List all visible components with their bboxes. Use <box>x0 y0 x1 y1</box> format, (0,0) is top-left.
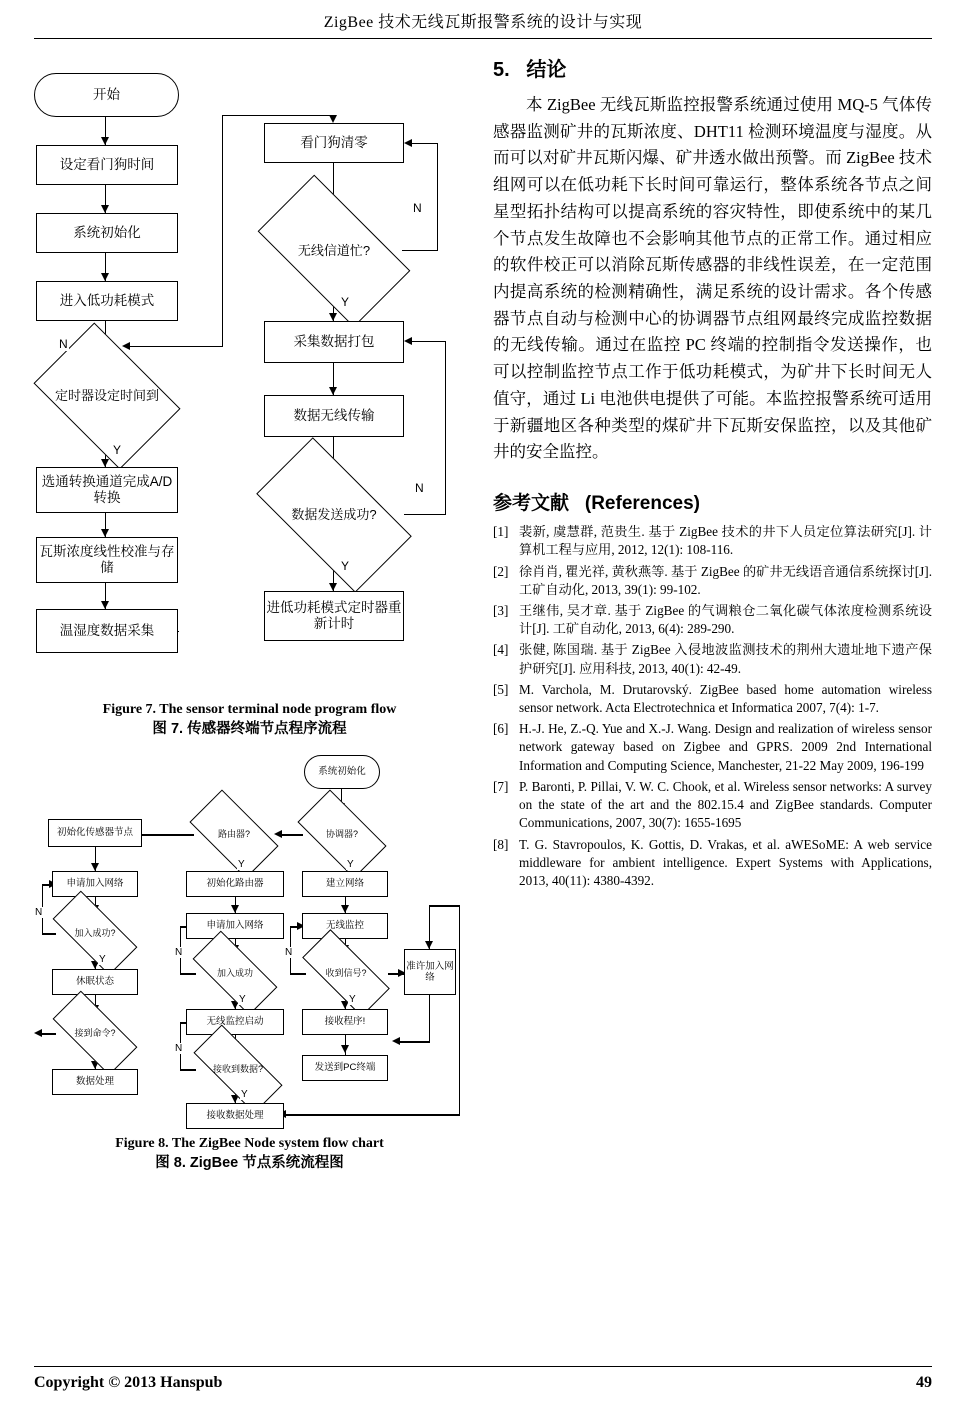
fc8-node-apply-join-1: 申请加入网络 <box>52 871 138 897</box>
fc8-node-recv-data-proc: 接收数据处理 <box>186 1103 284 1129</box>
references-title-en: (References) <box>584 493 700 515</box>
fc8-decision-join-ok-2 <box>195 953 275 993</box>
reference-item <box>493 602 932 638</box>
fc8-line <box>180 1069 196 1070</box>
fc8-label-y: Y <box>347 859 354 871</box>
fc7-line <box>404 514 446 515</box>
fc7-line <box>437 143 438 251</box>
fc7-node-low-power-restart: 进低功耗模式定时器重新计时 <box>264 591 404 641</box>
reference-number: [2] <box>493 563 509 579</box>
fc8-decision-label: 路由器? <box>217 828 250 839</box>
running-head: ZigBee 技术无线瓦斯报警系统的设计与实现 <box>323 14 643 31</box>
fc8-node-sys-init: 系统初始化 <box>304 755 380 789</box>
fc8-arrow <box>231 905 239 913</box>
conclusion-paragraph: 本 ZigBee 无线瓦斯监控报警系统通过使用 MQ-5 气体传感器监测矿井的瓦斯浓度、DHT11 检测环境温度与湿度。从而可以对矿井瓦斯闪爆、矿井透水做出预警。而 ZigBee 技术组网可以在低功耗下长时间可靠运行，整体系统各节点之间星型拓扑结构可以提高系统的容灾特性，即使系统中的某几个节点发生故障也不会影响其他节点的正常工作。通过相应的软件校正可以消除瓦斯传感器的非线性误差，在一定范围内提高系统的检测精确性，满足系统的设计需求。各个传感器节点自动与检测中心的协调器节点组网最终完成监控数据的无线传输。通过在监控 PC 终端的控制指令发送操作，也可以控制监控节点工作于低功耗模式，为矿井下长时间无人值守，通过 Li 电池供电提供了可能。本监控报警系统可适用于新疆地区各种类型的煤矿井下瓦斯安保监控，以及其他矿井的安全监控。 <box>493 95 932 462</box>
reference-item <box>493 778 932 833</box>
fc7-label-n2: N <box>413 201 422 215</box>
fc8-label-y: Y <box>238 859 245 871</box>
fc7-label-n3: N <box>415 481 424 495</box>
figure-7-caption-cn: 图 7. 传感器终端节点程序流程 <box>152 720 347 737</box>
fc8-decision-cmd <box>55 1013 135 1053</box>
fc8-node-build-net: 建立网络 <box>302 871 388 897</box>
fc8-line <box>459 905 460 1115</box>
reference-text: H.-J. He, Z.-Q. Yue and X.-J. Wang. Design and realization of wireless sensor network gateway based on Zigbee and GPRS. 2009 2nd International Information and Computing Science, Manchester, 21-22 May 2009, 196-199 <box>519 721 932 773</box>
fc7-arrow <box>122 342 130 350</box>
reference-item <box>493 720 932 775</box>
references-list <box>493 523 932 890</box>
fc8-decision-label: 加入成功? <box>74 927 116 938</box>
fc8-line <box>42 933 56 934</box>
page-footer <box>34 1374 932 1392</box>
fc7-decision-label: 数据发送成功? <box>291 506 377 522</box>
fc7-node-collect-th: 温湿度数据采集 <box>36 609 178 653</box>
reference-item <box>493 641 932 677</box>
copyright-text: Copyright © 2013 Hanspub <box>34 1374 223 1391</box>
references-title-cn: 参考文献 <box>493 493 570 515</box>
fc8-node-init-sensor: 初始化传感器节点 <box>48 819 142 847</box>
fc7-line <box>222 115 223 347</box>
fc8-node-apply-join-2: 申请加入网络 <box>186 913 284 939</box>
reference-item <box>493 563 932 599</box>
left-column <box>34 51 465 1174</box>
fc7-node-pack-data: 采集数据打包 <box>264 321 404 363</box>
conclusion-number: 5. <box>493 59 510 81</box>
fc8-label-n: N <box>175 1043 183 1055</box>
fc8-arrow <box>341 905 349 913</box>
fc8-label-y: Y <box>349 994 356 1006</box>
right-column <box>493 51 932 1174</box>
fc7-node-watchdog-clear: 看门狗清零 <box>264 123 404 163</box>
fc7-label-y3: Y <box>341 559 350 573</box>
fc7-label-y2: Y <box>341 295 350 309</box>
fc7-label-n1: N <box>59 337 68 351</box>
fc8-node-mon-start: 无线监控启动 <box>186 1009 284 1035</box>
figure-7-caption-en: Figure 7. The sensor terminal node program flow <box>102 702 397 717</box>
reference-number: [1] <box>493 524 509 540</box>
reference-text: 王继伟, 吴才章. 基于 ZigBee 的气调粮仓二氧化碳气体浓度检测系统设计[J]. 工矿自动化, 2013, 6(4): 289-290. <box>519 602 932 637</box>
fc8-decision-signal <box>304 953 388 993</box>
fc8-label-y: Y <box>99 954 106 966</box>
fc7-arrow <box>101 273 109 281</box>
conclusion-heading <box>493 53 932 82</box>
figure-8-caption-en: Figure 8. The ZigBee Node system flow chart <box>115 1136 384 1152</box>
fc7-line <box>445 341 446 515</box>
fc7-line <box>412 143 438 144</box>
fc7-decision-timer-due <box>46 353 168 439</box>
fc7-line <box>402 250 438 251</box>
reference-text: 徐肖肖, 瞿光祥, 黄秋燕等. 基于 ZigBee 的矿井无线语音通信系统探讨[J]. 工矿自动化, 2013, 39(1): 99-102. <box>519 563 932 597</box>
fc8-label-y: Y <box>239 994 246 1006</box>
fc8-node-send-pc: 发送到PC终端 <box>302 1055 388 1081</box>
fc8-decision-label: 协调器? <box>325 828 358 839</box>
reference-number: [7] <box>493 778 509 794</box>
fc7-node-set-watchdog: 设定看门狗时间 <box>36 145 178 185</box>
reference-number: [6] <box>493 721 509 737</box>
fc7-node-start: 开始 <box>34 73 179 117</box>
references-heading <box>493 488 932 515</box>
two-column-body <box>34 51 932 1174</box>
fc8-arrow <box>425 941 433 949</box>
fc8-line <box>429 995 430 1041</box>
fc8-label-n: N <box>285 947 293 959</box>
figure-7-flowchart <box>34 51 465 711</box>
fc7-arrow <box>101 137 109 145</box>
reference-text: 裴新, 虞慧群, 范贵生. 基于 ZigBee 技术的井下人员定位算法研究[J]. 计算机工程与应用, 2012, 12(1): 108-116. <box>519 524 932 558</box>
fc7-node-ad-convert: 选通转换通道完成A/D转换 <box>36 467 178 513</box>
reference-number: [5] <box>493 681 509 697</box>
fc8-decision-label: 收到信号? <box>325 967 367 978</box>
fc8-line <box>429 905 460 906</box>
fc7-line <box>129 346 223 347</box>
reference-number: [8] <box>493 836 509 852</box>
fc7-arrow <box>101 601 109 609</box>
fc7-node-wireless-tx: 数据无线传输 <box>264 395 404 437</box>
fc7-decision-channel-busy <box>266 211 402 291</box>
fc8-line <box>281 834 303 835</box>
fc7-arrow <box>101 459 109 467</box>
fc8-decision-join-ok <box>55 913 135 953</box>
fc8-label-y: Y <box>241 1089 248 1101</box>
fc7-node-low-power: 进入低功耗模式 <box>36 281 178 321</box>
fc7-arrow <box>404 139 412 147</box>
fc8-decision-label: 接收到数据? <box>212 1063 263 1074</box>
figure-8-caption-cn: 图 8. ZigBee 节点系统流程图 <box>155 1155 344 1172</box>
header-rule <box>34 38 932 39</box>
fc8-node-recv-program: 接收程序! <box>302 1009 388 1035</box>
fc7-arrow <box>329 387 337 395</box>
fc7-decision-label: 定时器设定时间到 <box>54 387 159 403</box>
fc8-node-allow-join: 准许加入网络 <box>404 949 456 995</box>
fc8-node-wireless-mon: 无线监控 <box>302 913 388 939</box>
fc7-arrow <box>404 337 412 345</box>
fc8-arrow <box>392 1037 400 1045</box>
fc7-arrow <box>329 115 337 123</box>
fc7-node-sys-init: 系统初始化 <box>36 213 178 253</box>
fc7-line <box>178 631 179 632</box>
fc8-decision-router <box>194 811 274 857</box>
fc7-node-calibrate: 瓦斯浓度线性校准与存储 <box>36 537 178 583</box>
reference-text: M. Varchola, M. Drutarovský. ZigBee based home automation wireless sensor network. Acta Electrotechnica et Informatica 2007, 7(4): 1-7. <box>519 681 932 716</box>
figure-8-caption <box>34 1135 465 1173</box>
fc8-arrow <box>34 1029 42 1037</box>
fc7-line <box>222 115 335 116</box>
fc8-decision-label: 接到命令? <box>74 1027 116 1038</box>
fc8-line <box>180 973 196 974</box>
fc8-line <box>284 1114 460 1115</box>
reference-number: [4] <box>493 642 509 658</box>
reference-text: T. G. Stavropoulos, K. Gottis, D. Vrakas, et al. aWESoME: A web service middleware for ambient intelligence. Expert Systems with Applications, 2013, 40(11): 4380-4392. <box>519 836 932 888</box>
page-number: 49 <box>916 1374 932 1391</box>
fc8-line <box>140 834 194 835</box>
figure-8-flowchart <box>34 755 465 1125</box>
reference-item <box>493 523 932 559</box>
reference-text: P. Baronti, P. Pillai, V. W. C. Chook, et al. Wireless sensor networks: A survey on the state of the art and the 802.15.4 and ZigBee standards. Computer Communications, 2007, 30(7): 1655-1695 <box>519 778 932 831</box>
fc8-node-sleep: 休眠状态 <box>52 969 138 995</box>
footer-rule <box>34 1366 932 1367</box>
fc7-label-y1: Y <box>113 443 122 457</box>
fc7-decision-label: 无线信道忙? <box>297 242 371 258</box>
fc7-arrow <box>101 529 109 537</box>
reference-item <box>493 681 932 717</box>
fc7-decision-send-ok <box>264 475 404 555</box>
fc7-arrow <box>329 313 337 321</box>
fc7-line <box>412 341 446 342</box>
fc8-decision-coordinator <box>302 811 382 857</box>
reference-number: [3] <box>493 602 509 618</box>
reference-item <box>493 836 932 891</box>
fc8-line <box>399 1041 430 1042</box>
conclusion-title: 结论 <box>526 59 567 81</box>
fc8-arrow <box>341 1045 349 1053</box>
fc8-label-n: N <box>35 907 43 919</box>
fc7-arrow <box>329 583 337 591</box>
fc7-arrow <box>101 205 109 213</box>
fc8-node-init-router: 初始化路由器 <box>186 871 284 897</box>
fc8-node-data-proc: 数据处理 <box>52 1069 138 1095</box>
reference-text: 张健, 陈国瑞. 基于 ZigBee 入侵地波监测技术的荆州大遗址地下遗产保护研究[J]. 应用科技, 2013, 40(1): 42-49. <box>519 642 932 676</box>
fc8-label-n: N <box>175 947 183 959</box>
fc8-decision-recv-data <box>195 1049 281 1089</box>
fc8-arrow <box>274 830 282 838</box>
fc8-decision-label: 加入成功 <box>216 967 253 978</box>
fc8-arrow <box>91 863 99 871</box>
